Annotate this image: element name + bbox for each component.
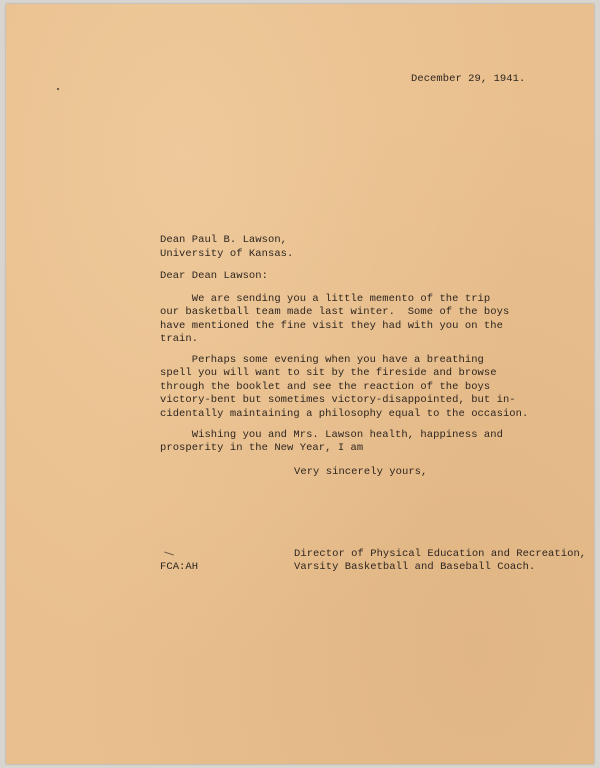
paragraph-2-line: through the booklet and see the reaction of the boys: [160, 381, 491, 393]
paragraph-2-line: cidentally maintaining a philosophy equal to the occasion.: [160, 408, 529, 420]
paragraph-2-line: victory-bent but sometimes victory-disappointed, but in-: [160, 394, 516, 406]
signature-title-line: Director of Physical Education and Recreation,: [294, 548, 587, 560]
paragraph-2-line: spell you will want to sit by the fireside and browse: [160, 367, 497, 379]
paragraph-3-line: Wishing you and Mrs. Lawson health, happiness and: [160, 429, 503, 441]
letter-page: [6, 4, 594, 764]
paragraph-1-line: train.: [160, 333, 199, 345]
paragraph-1-line: We are sending you a little memento of the trip: [160, 293, 491, 305]
closing: Very sincerely yours,: [294, 466, 428, 478]
recipient-institution: University of Kansas.: [160, 248, 294, 260]
paragraph-2-line: Perhaps some evening when you have a breathing: [160, 354, 484, 366]
recipient-name: Dean Paul B. Lawson,: [160, 234, 288, 246]
paragraph-1-line: have mentioned the fine visit they had with you on the: [160, 320, 503, 332]
signature-title-line: Varsity Basketball and Baseball Coach.: [294, 561, 536, 573]
typist-initials: FCA:AH: [160, 561, 199, 573]
paragraph-1-line: our basketball team made last winter. Some of the boys: [160, 306, 510, 318]
letter-date: December 29, 1941.: [411, 73, 526, 85]
pencil-mark: [164, 551, 174, 555]
paragraph-3-line: prosperity in the New Year, I am: [160, 442, 364, 454]
salutation: Dear Dean Lawson:: [160, 270, 268, 282]
punch-mark: [57, 88, 59, 90]
